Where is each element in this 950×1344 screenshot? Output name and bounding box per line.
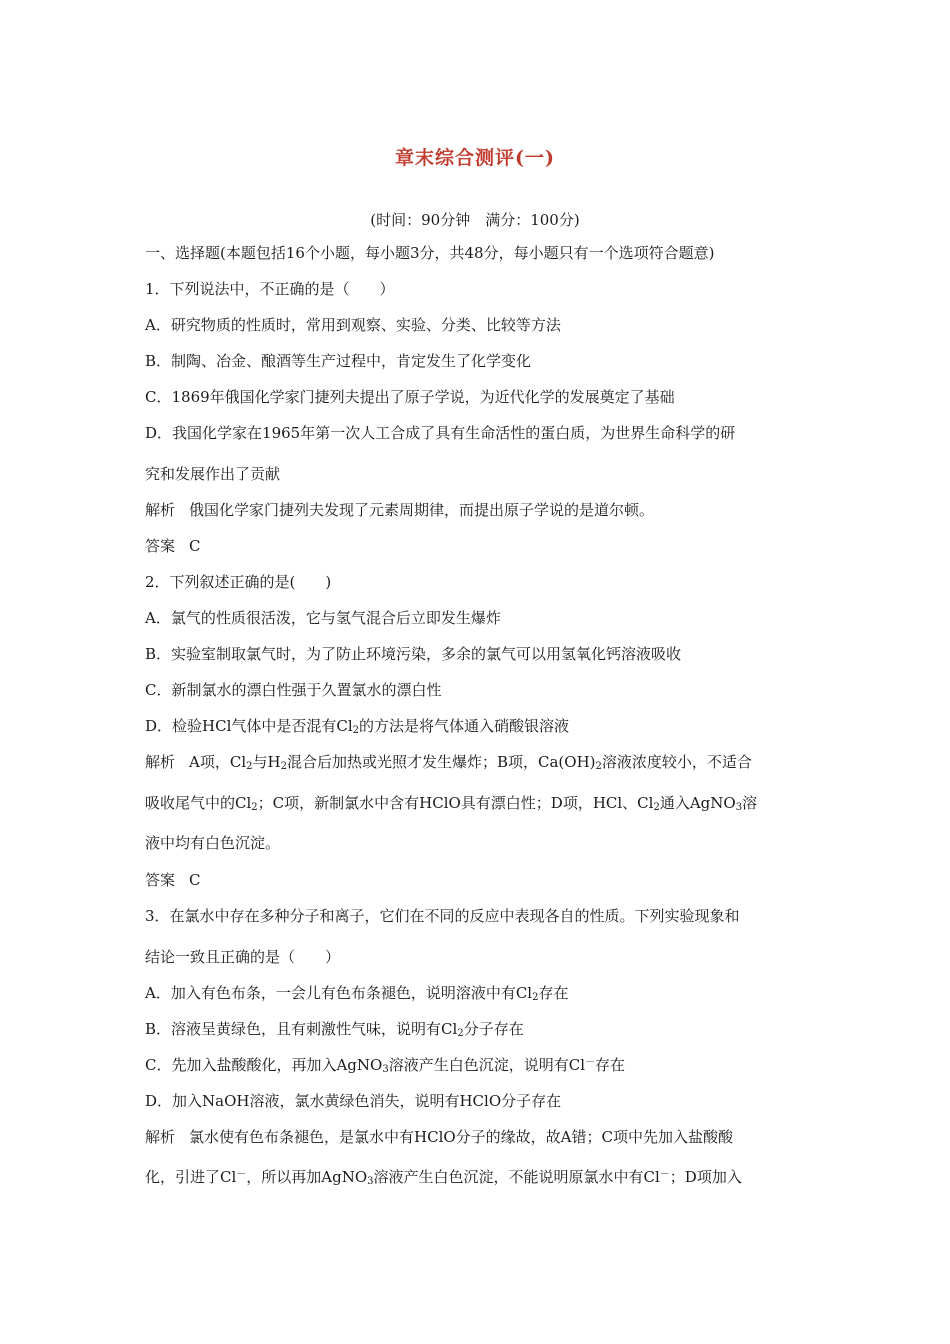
q2-stem: 2．下列叙述正确的是( ): [145, 573, 332, 591]
analysis-label: 解析: [145, 501, 176, 519]
q2-option-a: A．氯气的性质很活泼，它与氢气混合后立即发生爆炸: [145, 609, 501, 627]
q1-option-d-cont: 究和发展作出了贡献: [145, 465, 281, 483]
q2-analysis-cont-2: 液中均有白色沉淀。: [145, 834, 281, 852]
q1-option-d: D．我国化学家在1965年第一次人工合成了具有生命活性的蛋白质，为世界生命科学的研: [145, 424, 736, 442]
q3-analysis: 解析 氯水使有色布条褪色，是氯水中有HClO分子的缘故，故A错；C项中先加入盐酸酸: [145, 1128, 733, 1146]
q3-option-b: B．溶液呈黄绿色，且有刺激性气味，说明有$Cl_2$分子存在: [145, 1020, 524, 1039]
q1-stem: 1．下列说法中，不正确的是（ ）: [145, 280, 395, 298]
exam-meta: (时间：90分钟 满分：100分): [370, 211, 580, 229]
analysis-label: 解析: [145, 1128, 176, 1146]
analysis-label: 解析: [145, 753, 176, 771]
answer-label: 答案: [145, 871, 176, 889]
page-title: 章末综合测评(一): [395, 147, 555, 169]
q2-answer: [145, 869, 815, 891]
q1-option-b: B．制陶、冶金、酿酒等生产过程中，肯定发生了化学变化: [145, 352, 532, 370]
q3-option-a: A．加入有色布条，一会儿有色布条褪色，说明溶液中有$Cl_2$存在: [145, 984, 569, 1003]
q2-analysis-cont-1: 吸收尾气中的$Cl_2$；C项，新制氯水中含有HClO具有漂白性；D项，HCl、$Cl_2$通入AgNO$_3$溶: [145, 794, 758, 813]
q3-option-c: C．先加入盐酸酸化，再加入AgNO$_3$溶液产生白色沉淀，说明有Cl－存在: [145, 1056, 626, 1075]
answer-value: C: [189, 871, 201, 889]
q2-option-b: B．实验室制取氯气时，为了防止环境污染，多余的氯气可以用氢氧化钙溶液吸收: [145, 645, 682, 663]
q2-option-d: D．检验HCl气体中是否混有$Cl_2$的方法是将气体通入硝酸银溶液: [145, 717, 570, 736]
q3-stem: 3．在氯水中存在多种分子和离子，它们在不同的反应中表现各自的性质。下列实验现象和: [145, 907, 740, 925]
answer-label: 答案: [145, 537, 176, 555]
q1-analysis: [145, 499, 815, 521]
q3-option-d: D．加入NaOH溶液，氯水黄绿色消失，说明有HClO分子存在: [145, 1092, 562, 1110]
answer-value: C: [189, 537, 201, 555]
q3-analysis-cont: 化，引进了Cl－，所以再加AgNO$_3$溶液产生白色沉淀，不能说明原氯水中有Cl－；D项加入: [145, 1168, 742, 1187]
section-heading: 一、选择题(本题包括16个小题，每小题3分，共48分，每小题只有一个选项符合题意): [145, 244, 715, 262]
q1-answer: [145, 535, 815, 557]
q1-option-a: A．研究物质的性质时，常用到观察、实验、分类、比较等方法: [145, 316, 561, 334]
q2-analysis: 解析 A项，$Cl_2$与$H_2$混合后加热或光照才发生爆炸；B项，$Ca(OH)_2$溶液浓度较小，不适合: [145, 753, 752, 772]
q1-option-c: C．1869年俄国化学家门捷列夫提出了原子学说，为近代化学的发展奠定了基础: [145, 388, 675, 406]
analysis-text: 俄国化学家门捷列夫发现了元素周期律，而提出原子学说的是道尔顿。: [189, 501, 655, 519]
q2-option-c: C．新制氯水的漂白性强于久置氯水的漂白性: [145, 681, 442, 699]
q3-stem-cont: 结论一致且正确的是（ ）: [145, 948, 341, 966]
